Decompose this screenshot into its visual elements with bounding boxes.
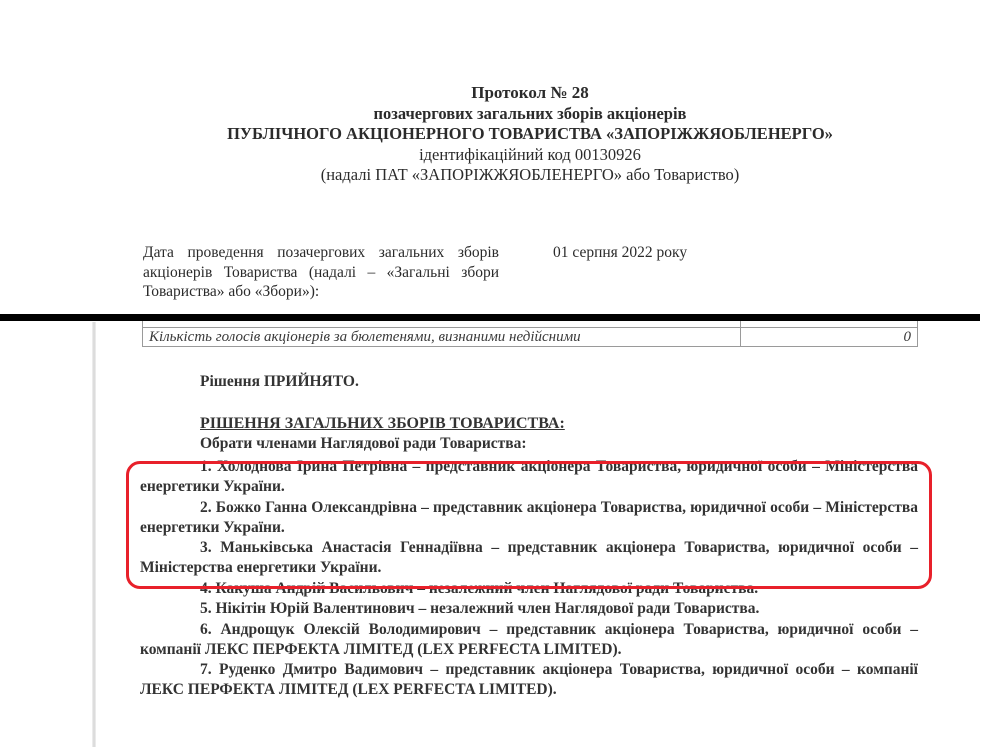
company-short-name: (надалі ПАТ «ЗАПОРІЖЖЯОБЛЕНЕРГО» або Товариство) <box>320 165 740 184</box>
protocol-subtitle: позачергових загальних зборів акціонерів <box>373 103 687 123</box>
list-item: 3. Маньківська Анастасія Геннадіївна – представник акціонера Товариства, юридичної особи – Міністерства енергетики України. <box>140 539 918 576</box>
meeting-date-value: 01 серпня 2022 року <box>553 244 688 261</box>
table-row <box>143 328 918 347</box>
scan-page-edge <box>92 322 96 747</box>
invalid-ballots-value: 0 <box>741 328 918 347</box>
list-item: 1. Холоднова Ірина Петрівна – представник акціонера Товариства, юридичної особи – Міністерства енергетики України. <box>140 458 918 495</box>
list-item: 7. Руденко Дмитро Вадимович – представник акціонера Товариства, юридичної особи – компанії ЛЕКС ПЕРФЕКТА ЛІМІТЕД (LEX PERFECTA LIMITED). <box>140 661 918 698</box>
vote-results-table <box>142 321 918 347</box>
decision-section <box>140 372 918 701</box>
protocol-title: Протокол № 28 <box>471 83 589 102</box>
decision-status: Рішення ПРИЙНЯТО. <box>200 373 359 390</box>
decision-heading: РІШЕННЯ ЗАГАЛЬНИХ ЗБОРІВ ТОВАРИСТВА: <box>200 415 565 432</box>
company-name: ПУБЛІЧНОГО АКЦІОНЕРНОГО ТОВАРИСТВА «ЗАПОРІЖЖЯОБЛЕНЕРГО» <box>227 124 833 143</box>
invalid-ballots-label: Кількість голосів акціонерів за бюлетенями, визнаними недійсними <box>143 328 741 347</box>
list-item: 4. Какуша Андрій Васильович – незалежний член Наглядової ради Товариства. <box>200 579 759 597</box>
board-members-list <box>140 457 918 700</box>
company-id-code: ідентифікаційний код 00130926 <box>419 144 641 164</box>
decision-intro: Обрати членами Наглядової ради Товариства: <box>200 435 527 452</box>
document-header <box>0 83 991 186</box>
list-item: 5. Нікітін Юрій Валентинович – незалежний член Наглядової ради Товариства. <box>200 600 760 617</box>
list-item: 6. Андрощук Олексій Володимирович – представник акціонера Товариства, юридичної особи – компанії ЛЕКС ПЕРФЕКТА ЛІМІТЕД (LEX PERFECTA LIMITED). <box>140 620 918 658</box>
list-item: 2. Божко Ганна Олександрівна – представник акціонера Товариства, юридичної особи – Міністерства енергетики України. <box>140 498 918 536</box>
page-split-bar <box>0 314 980 321</box>
meeting-date-label: Дата проведення позачергових загальних зборів акціонерів Товариства (надалі – «Загальні збори Товариства» або «Збори»): <box>143 244 499 300</box>
